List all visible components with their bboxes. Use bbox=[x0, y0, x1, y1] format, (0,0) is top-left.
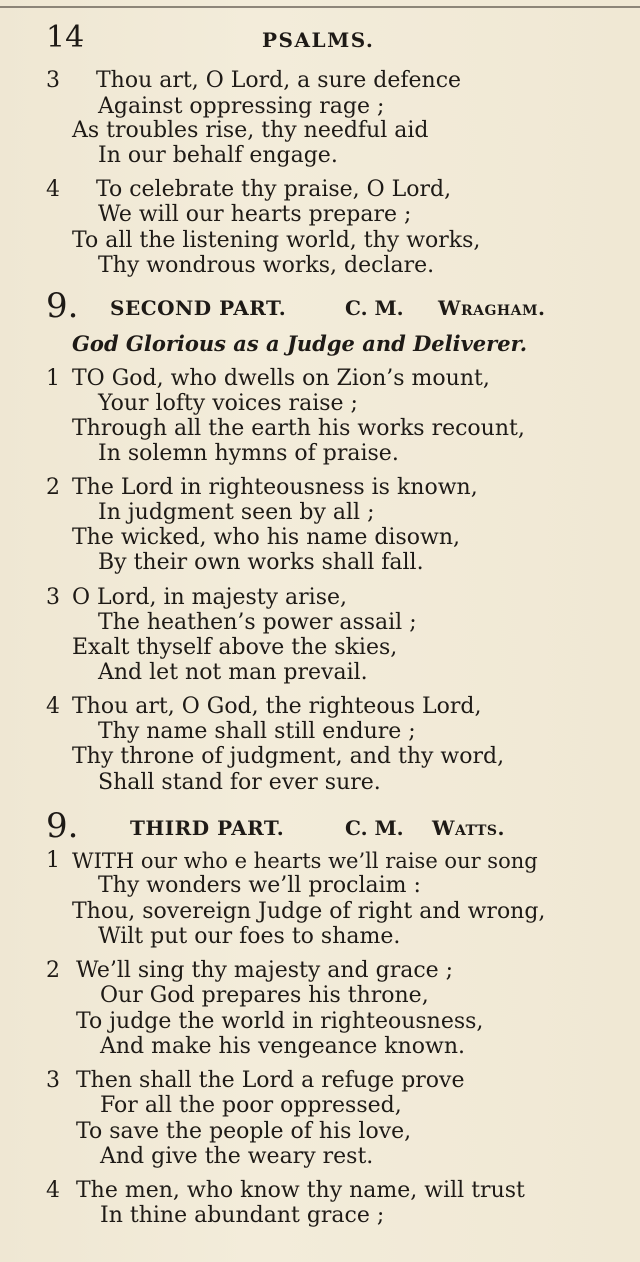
stanza-number: 4 bbox=[46, 177, 60, 202]
running-title: PSALMS. bbox=[262, 28, 375, 52]
meter-label: C. M. bbox=[345, 816, 404, 840]
verse-line: To save the people of his love, bbox=[76, 1119, 412, 1144]
verse-line: Then shall the Lord a refuge prove bbox=[76, 1068, 465, 1093]
stanza-number: 1 bbox=[46, 366, 60, 391]
verse-line: And let not man prevail. bbox=[98, 660, 368, 685]
page-top-rule bbox=[0, 6, 640, 8]
verse-line: And give the weary rest. bbox=[100, 1144, 374, 1169]
stanza-number: 4 bbox=[46, 694, 60, 719]
verse-line: Through all the earth his works recount, bbox=[72, 416, 525, 441]
stanza-number: 3 bbox=[46, 1068, 60, 1093]
stanza-number: 2 bbox=[46, 475, 60, 500]
verse-line: Thy throne of judgment, and thy word, bbox=[72, 744, 505, 769]
verse-line: We’ll sing thy majesty and grace ; bbox=[76, 958, 454, 983]
verse-line: In judgment seen by all ; bbox=[98, 500, 375, 525]
author-name: Wragham. bbox=[438, 296, 546, 320]
verse-line: The heathen’s power assail ; bbox=[98, 610, 417, 635]
verse-line: To judge the world in righteousness, bbox=[76, 1009, 484, 1034]
verse-line: Wilt put our foes to shame. bbox=[98, 924, 401, 949]
verse-line: In our behalf engage. bbox=[98, 143, 338, 168]
page-number: 14 bbox=[46, 20, 85, 55]
verse-line: Shall stand for ever sure. bbox=[98, 770, 381, 795]
author-name: Watts. bbox=[432, 816, 505, 840]
stanza-number: 1 bbox=[46, 848, 60, 873]
verse-line: By their own works shall fall. bbox=[98, 550, 424, 575]
verse-line: Thou art, O Lord, a sure defence bbox=[96, 68, 462, 93]
verse-line: To celebrate thy praise, O Lord, bbox=[96, 177, 452, 202]
page-header bbox=[0, 20, 640, 56]
verse-line: Thy wonders we’ll proclaim : bbox=[98, 873, 421, 898]
verse-line: O Lord, in majesty arise, bbox=[72, 585, 348, 610]
verse-line: WITH our who e hearts we’ll raise our song bbox=[72, 849, 538, 873]
verse-line: The wicked, who his name disown, bbox=[72, 525, 460, 550]
verse-line: To all the listening world, thy works, bbox=[72, 228, 481, 253]
meter-label: C. M. bbox=[345, 296, 404, 320]
psalm-number: 9. bbox=[46, 806, 79, 846]
psalm-number: 9. bbox=[46, 286, 79, 326]
verse-line: Exalt thyself above the skies, bbox=[72, 635, 398, 660]
verse-line: Against oppressing rage ; bbox=[98, 94, 385, 119]
verse-line: The men, who know thy name, will trust bbox=[76, 1178, 525, 1203]
stanza-number: 4 bbox=[46, 1178, 60, 1203]
verse-line: Your lofty voices raise ; bbox=[98, 391, 358, 416]
verse-line: Our God prepares his throne, bbox=[100, 983, 429, 1008]
part-title: SECOND PART. bbox=[110, 296, 287, 320]
verse-line: TO God, who dwells on Zion’s mount, bbox=[72, 366, 490, 391]
stanza-number: 2 bbox=[46, 958, 60, 983]
stanza-number: 3 bbox=[46, 68, 60, 93]
part-title: THIRD PART. bbox=[130, 816, 285, 840]
verse-line: We will our hearts prepare ; bbox=[98, 202, 412, 227]
verse-line: Thy wondrous works, declare. bbox=[98, 253, 435, 278]
verse-line: In thine abundant grace ; bbox=[100, 1203, 385, 1228]
stanza-number: 3 bbox=[46, 585, 60, 610]
hymn-subtitle: God Glorious as a Judge and Deliverer. bbox=[72, 331, 528, 356]
verse-line: Thy name shall still endure ; bbox=[98, 719, 416, 744]
verse-line: As troubles rise, thy needful aid bbox=[72, 118, 429, 143]
verse-line: For all the poor oppressed, bbox=[100, 1093, 402, 1118]
verse-line: The Lord in righteousness is known, bbox=[72, 475, 478, 500]
verse-line: Thou, sovereign Judge of right and wrong, bbox=[72, 899, 546, 924]
verse-line: And make his vengeance known. bbox=[100, 1034, 466, 1059]
verse-line: In solemn hymns of praise. bbox=[98, 441, 399, 466]
verse-line: Thou art, O God, the righteous Lord, bbox=[72, 694, 482, 719]
